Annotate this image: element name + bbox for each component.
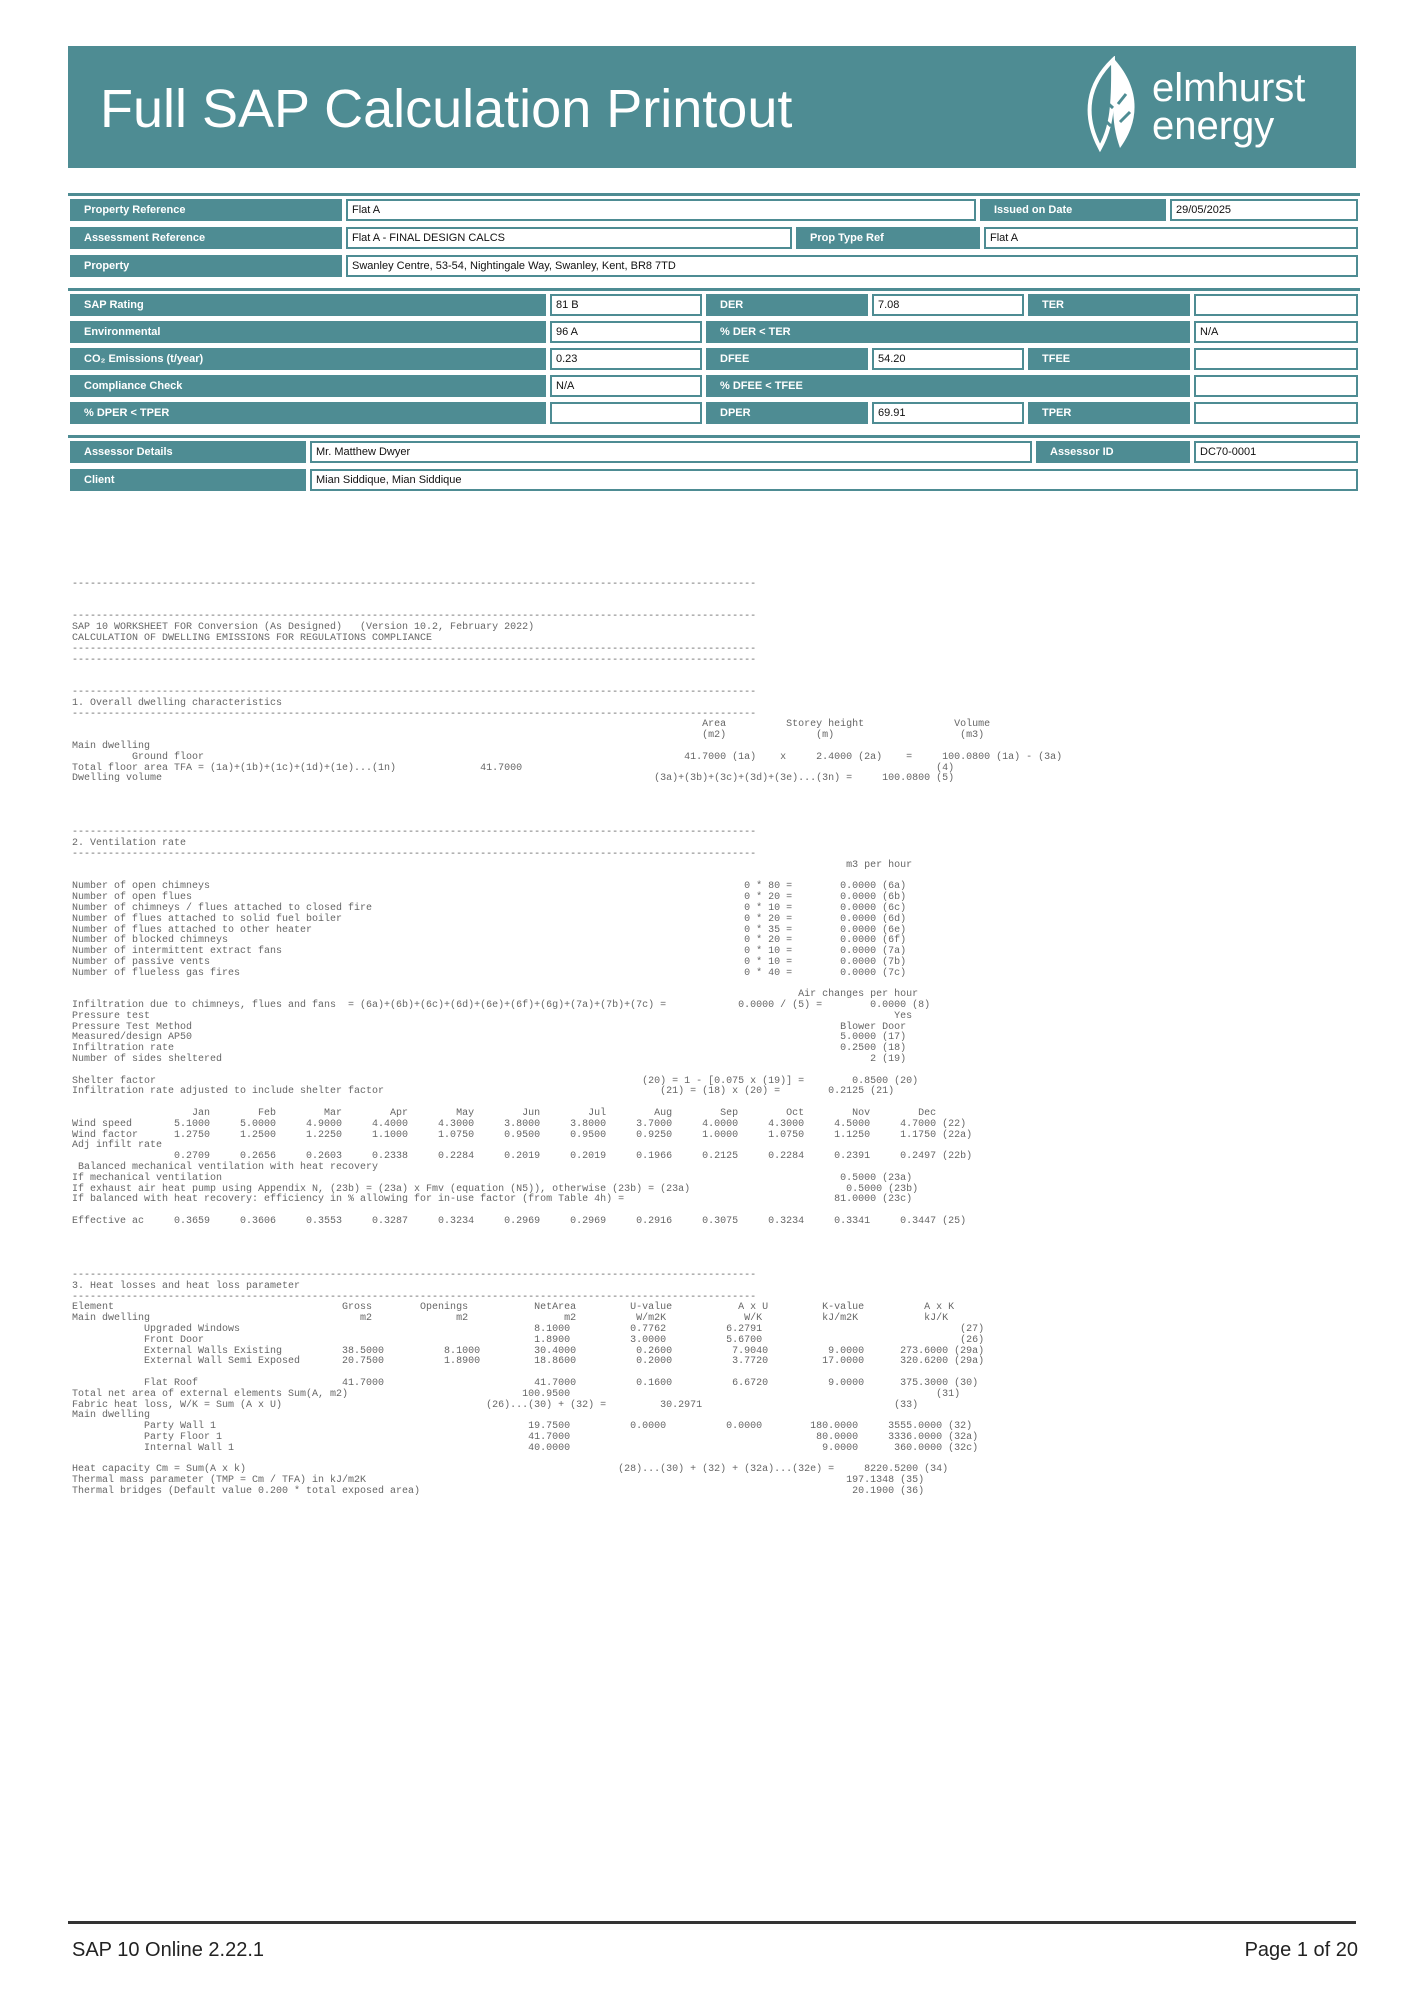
- property-reference-label: Property Reference: [70, 199, 342, 221]
- property-address-field: Swanley Centre, 53-54, Nightingale Way, Swanley, Kent, BR8 7TD: [346, 255, 1358, 277]
- header-banner: [68, 46, 1356, 168]
- page-number: Page 1 of 20: [1244, 1939, 1358, 1961]
- section-divider: [68, 193, 1360, 196]
- compliance-check-label: Compliance Check: [70, 375, 546, 397]
- dfee-field: 54.20: [872, 348, 1024, 370]
- sap-worksheet-text: ------------------------------------------------------------------------------------------------------------------ ------------------------------------------------------------------------------------------------------------------ SAP 10 WORKSHEET FOR Conversion (As Designed) (Version 10.2, February 2022) CALCULATION OF DWELLING EMISSIONS FOR REGULATIONS COMPLIANCE ------------------------------------------------------------------------------------------------------------------ ------------------------------------------------------------------------------------------------------------------ ------------------------------------------------------------------------------------------------------------------ 1. Overall dwelling characteristics ------------------------------------------------------------------------------------------------------------------ Area Storey height Volume (m2) (m) (m3) Main dwelling Ground floor 41.7000 (1a) x 2.4000 (2a) = 100.0800 (1a) - (3a) Total floor area TFA = (1a)+(1b)+(1c)+(1d)+(1e)...(1n) 41.7000 (4) Dwelling volume (3a)+(3b)+(3c)+(3d)+(3e)...(3n) = 100.0800 (5) ------------------------------------------------------------------------------------------------------------------ 2. Ventilation rate ------------------------------------------------------------------------------------------------------------------ m3 per hour Number of open chimneys 0 * 80 = 0.0000 (6a) Number of open flues 0 * 20 = 0.0000 (6b) Number of chimneys / flues attached to closed fire 0 * 10 = 0.0000 (6c) Number of flues attached to solid fuel boiler 0 * 20 = 0.0000 (6d) Number of flues attached to other heater 0 * 35 = 0.0000 (6e) Number of blocked chimneys 0 * 20 = 0.0000 (6f) Number of intermittent extract fans 0 * 10 = 0.0000 (7a) Number of passive vents 0 * 10 = 0.0000 (7b) Number of flueless gas fires 0 * 40 = 0.0000 (7c) Air changes per hour Infiltration due to chimneys, flues and fans = (6a)+(6b)+(6c)+(6d)+(6e)+(6f)+(6g)+(7a)+(7b)+(7c) = 0.0000 / (5) = 0.0000 (8) Pressure test Yes Pressure Test Method Blower Door Measured/design AP50 5.0000 (17) Infiltration rate 0.2500 (18) Number of sides sheltered 2 (19) Shelter factor (20) = 1 - [0.075 x (19)] = 0.8500 (20) Infiltration rate adjusted to include shelter factor (21) = (18) x (20) = 0.2125 (21) Jan Feb Mar Apr May Jun Jul Aug Sep Oct Nov Dec Wind speed 5.1000 5.0000 4.9000 4.4000 4.3000 3.8000 3.8000 3.7000 4.0000 4.3000 4.5000 4.7000 (22) Wind factor 1.2750 1.2500 1.2250 1.1000 1.0750 0.9500 0.9500 0.9250 1.0000 1.0750 1.1250 1.1750 (22a) Adj infilt rate 0.2709 0.2656 0.2603 0.2338 0.2284 0.2019 0.2019 0.1966 0.2125 0.2284 0.2391 0.2497 (22b) Balanced mechanical ventilation with heat recovery If mechanical ventilation 0.5000 (23a) If exhaust air heat pump using Appendix N, (23b) = (23a) x Fmv (equation (N5)), otherwise (23b) = (23a) 0.5000 (23b) If balanced with heat recovery: efficiency in % allowing for in-use factor (from Table 4h) = 81.0000 (23c) Effective ac 0.3659 0.3606 0.3553 0.3287 0.3234 0.2969 0.2969 0.2916 0.3075 0.3234 0.3341 0.3447 (25) ------------------------------------------------------------------------------------------------------------------ 3. Heat losses and heat loss parameter ------------------------------------------------------------------------------------------------------------------ Element Gross Openings NetArea U-value A x U K-value A x K Main dwelling m2 m2 m2 W/m2K W/K kJ/m2K kJ/K Upgraded Windows 8.1000 0.7762 6.2791 (27) Front Door 1.8900 3.0000 5.6700 (26) External Walls Existing 38.5000 8.1000 30.4000 0.2600 7.9040 9.0000 273.6000 (29a) External Wall Semi Exposed 20.7500 1.8900 18.8600 0.2000 3.7720 17.0000 320.6200 (29a) Flat Roof 41.7000 41.7000 0.1600 6.6720 9.0000 375.3000 (30) Total net area of external elements Sum(A, m2) 100.9500 (31) Fabric heat loss, W/K = Sum (A x U) (26)...(30) + (32) = 30.2971 (33) Main dwelling Party Wall 1 19.7500 0.0000 0.0000 180.0000 3555.0000 (32) Party Floor 1 41.7000 80.0000 3336.0000 (32a) Internal Wall 1 40.0000 9.0000 360.0000 (32c) Heat capacity Cm = Sum(A x k) (28)...(30) + (32) + (32a)...(32e) = 8220.5200 (34) Thermal mass parameter (TMP = Cm / TFA) in kJ/m2K 197.1348 (35) Thermal bridges (Default value 0.200 * total exposed area) 20.1900 (36): [72, 579, 1063, 1497]
- dper-tper-label: % DPER < TPER: [70, 402, 546, 424]
- dper-label: DPER: [706, 402, 868, 424]
- assessment-reference-label: Assessment Reference: [70, 227, 342, 249]
- property-reference-field: Flat A: [346, 199, 976, 221]
- footer-divider: [68, 1921, 1356, 1924]
- assessment-reference-field: Flat A - FINAL DESIGN CALCS: [346, 227, 792, 249]
- der-label: DER: [706, 294, 868, 316]
- tper-field: [1194, 402, 1358, 424]
- issued-on-date-field: 29/05/2025: [1170, 199, 1358, 221]
- issued-on-date-label: Issued on Date: [980, 199, 1166, 221]
- environmental-field: 96 A: [550, 321, 702, 343]
- tper-label: TPER: [1028, 402, 1190, 424]
- ter-field: [1194, 294, 1358, 316]
- compliance-check-field: N/A: [550, 375, 702, 397]
- property-label: Property: [70, 255, 342, 277]
- sap-rating-label: SAP Rating: [70, 294, 546, 316]
- brand-logo: [1076, 54, 1306, 158]
- prop-type-ref-field: Flat A: [984, 227, 1358, 249]
- page-title: Full SAP Calculation Printout: [100, 79, 793, 139]
- dfee-label: DFEE: [706, 348, 868, 370]
- environmental-label: Environmental: [70, 321, 546, 343]
- section-divider: [68, 435, 1360, 438]
- tfee-field: [1194, 348, 1358, 370]
- brand-name-line2: energy: [1152, 104, 1275, 148]
- co2-emissions-label: CO₂ Emissions (t/year): [70, 348, 546, 370]
- co2-emissions-field: 0.23: [550, 348, 702, 370]
- tfee-label: TFEE: [1028, 348, 1190, 370]
- der-ter-field: N/A: [1194, 321, 1358, 343]
- assessor-details-label: Assessor Details: [70, 441, 306, 463]
- sap-rating-field: 81 B: [550, 294, 702, 316]
- section-divider: [68, 288, 1360, 291]
- ter-label: TER: [1028, 294, 1190, 316]
- dper-field: 69.91: [872, 402, 1024, 424]
- leaf-icon: [1080, 56, 1146, 156]
- assessor-details-field: Mr. Matthew Dwyer: [310, 441, 1032, 463]
- assessor-id-label: Assessor ID: [1036, 441, 1190, 463]
- prop-type-ref-label: Prop Type Ref: [796, 227, 980, 249]
- der-ter-label: % DER < TER: [706, 321, 1190, 343]
- client-field: Mian Siddique, Mian Siddique: [310, 469, 1358, 491]
- software-version: SAP 10 Online 2.22.1: [72, 1939, 264, 1961]
- dper-tper-field: [550, 402, 702, 424]
- dfee-tfee-label: % DFEE < TFEE: [706, 375, 1190, 397]
- assessor-id-field: DC70-0001: [1194, 441, 1358, 463]
- brand-name-line1: elmhurst: [1152, 66, 1306, 110]
- der-field: 7.08: [872, 294, 1024, 316]
- client-label: Client: [70, 469, 306, 491]
- dfee-tfee-field: [1194, 375, 1358, 397]
